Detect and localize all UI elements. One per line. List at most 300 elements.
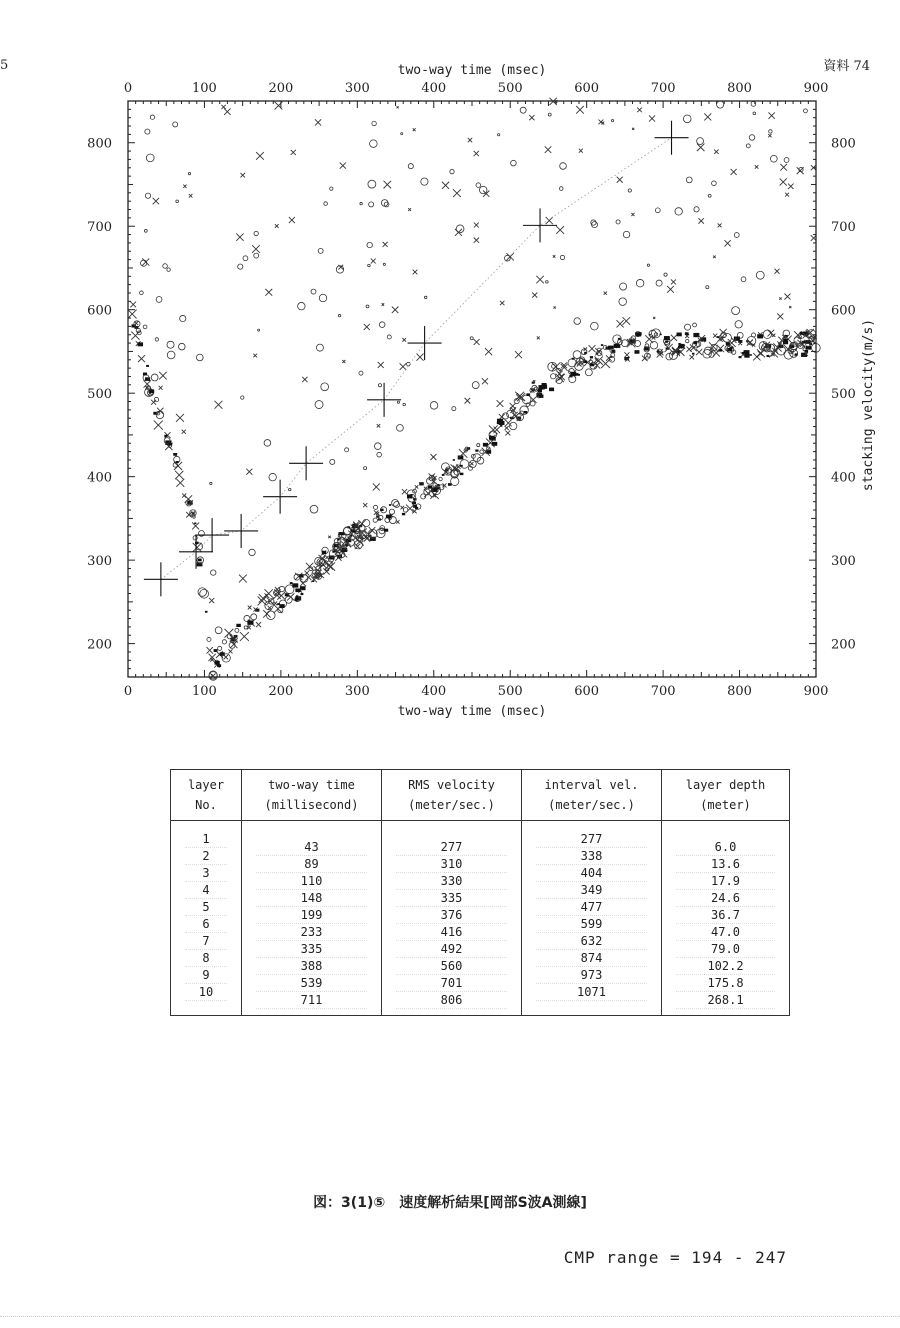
table-cell: 89 bbox=[256, 856, 367, 873]
semblance-circle bbox=[511, 160, 517, 166]
semblance-dot bbox=[143, 373, 147, 376]
semblance-cross bbox=[371, 259, 376, 264]
semblance-circle bbox=[289, 488, 291, 490]
semblance-circle bbox=[389, 509, 394, 514]
semblance-dot bbox=[750, 354, 752, 356]
semblance-cross bbox=[465, 398, 471, 404]
semblance-cross bbox=[430, 454, 436, 460]
velocity-pick bbox=[195, 518, 229, 552]
semblance-circle bbox=[476, 183, 481, 188]
semblance-circle bbox=[264, 440, 271, 447]
semblance-dot bbox=[322, 551, 326, 554]
x-tick-label-top: 400 bbox=[421, 81, 447, 96]
header-line: No. bbox=[195, 798, 217, 812]
semblance-dot bbox=[407, 494, 413, 498]
semblance-dot bbox=[290, 582, 293, 584]
semblance-dot bbox=[337, 539, 340, 541]
table-cell: 24.6 bbox=[676, 890, 775, 907]
semblance-cross bbox=[256, 152, 264, 160]
semblance-dot bbox=[146, 365, 149, 367]
semblance-cross bbox=[779, 297, 781, 299]
semblance-cross bbox=[246, 469, 252, 475]
semblance-circle bbox=[310, 505, 318, 513]
semblance-cross bbox=[617, 320, 624, 327]
semblance-circle bbox=[367, 242, 372, 247]
semblance-circle bbox=[530, 401, 535, 406]
semblance-cross bbox=[474, 339, 480, 345]
semblance-dot bbox=[198, 559, 202, 562]
semblance-circle bbox=[362, 519, 369, 526]
semblance-cross bbox=[482, 378, 488, 384]
semblance-circle bbox=[315, 401, 323, 409]
x-tick-label-bottom: 200 bbox=[268, 684, 294, 699]
semblance-circle bbox=[397, 425, 404, 432]
semblance-cross bbox=[256, 622, 261, 627]
table-cell: 349 bbox=[536, 882, 647, 899]
semblance-circle bbox=[254, 231, 258, 235]
semblance-cross bbox=[248, 606, 252, 610]
semblance-circle bbox=[244, 626, 247, 629]
table-cell: 47.0 bbox=[676, 924, 775, 941]
table-cell: 416 bbox=[396, 924, 507, 941]
semblance-dot bbox=[657, 351, 660, 353]
semblance-circle bbox=[330, 459, 335, 464]
semblance-circle bbox=[383, 263, 385, 265]
semblance-circle bbox=[560, 163, 567, 170]
semblance-circle bbox=[211, 570, 216, 575]
semblance-dot bbox=[757, 334, 763, 338]
semblance-cross bbox=[228, 649, 232, 653]
x-tick-label-bottom: 0 bbox=[123, 684, 133, 699]
semblance-cross bbox=[300, 580, 306, 586]
semblance-cross bbox=[304, 571, 309, 576]
semblance-cross bbox=[151, 400, 156, 405]
semblance-cross bbox=[236, 233, 243, 240]
semblance-dot bbox=[453, 459, 455, 461]
semblance-cross bbox=[424, 489, 432, 497]
x-tick-label-bottom: 500 bbox=[497, 684, 523, 699]
semblance-cross bbox=[176, 414, 184, 422]
semblance-circle bbox=[360, 202, 362, 204]
semblance-cross bbox=[718, 223, 722, 227]
header-line: RMS velocity bbox=[408, 778, 495, 792]
semblance-circle bbox=[368, 180, 376, 188]
semblance-dot bbox=[526, 393, 530, 396]
semblance-cross bbox=[556, 371, 562, 377]
semblance-dot bbox=[805, 350, 809, 353]
semblance-circle bbox=[708, 194, 711, 197]
semblance-circle bbox=[401, 133, 403, 135]
semblance-cross bbox=[731, 169, 737, 175]
table-cell: 560 bbox=[396, 958, 507, 975]
semblance-cross bbox=[497, 400, 504, 407]
semblance-circle bbox=[392, 499, 399, 506]
table-cell: 6.0 bbox=[676, 839, 775, 856]
semblance-dot bbox=[634, 350, 639, 354]
semblance-cross bbox=[474, 223, 479, 228]
semblance-circle bbox=[163, 264, 168, 269]
semblance-cross bbox=[789, 306, 791, 308]
header-layer-depth bbox=[662, 770, 790, 821]
semblance-cross bbox=[182, 430, 186, 434]
semblance-circle bbox=[209, 671, 217, 679]
semblance-dot bbox=[692, 353, 695, 355]
semblance-cross bbox=[182, 493, 186, 497]
semblance-circle bbox=[650, 341, 658, 349]
semblance-circle bbox=[241, 396, 244, 399]
page-number: 5 bbox=[0, 58, 9, 73]
table-body-row bbox=[171, 821, 790, 1016]
semblance-dot bbox=[279, 604, 284, 608]
table-cell: 7 bbox=[185, 933, 227, 950]
table-cell: 148 bbox=[256, 890, 367, 907]
semblance-circle bbox=[387, 335, 391, 339]
semblance-cross bbox=[413, 270, 418, 275]
header-rms-velocity bbox=[382, 770, 522, 821]
table-cell: 6 bbox=[185, 916, 227, 933]
semblance-scatter-layer bbox=[128, 98, 820, 680]
semblance-circle bbox=[366, 305, 369, 308]
table-cell: 36.7 bbox=[676, 907, 775, 924]
semblance-cross bbox=[505, 431, 510, 436]
semblance-circle bbox=[770, 155, 777, 162]
semblance-cross bbox=[624, 352, 629, 357]
semblance-dot bbox=[194, 523, 196, 525]
semblance-cross bbox=[383, 242, 388, 247]
semblance-dot bbox=[415, 507, 418, 509]
table-cell: 3 bbox=[185, 865, 227, 882]
y-tick-label-left: 800 bbox=[87, 136, 112, 152]
layer-summary-table bbox=[170, 769, 790, 1016]
semblance-dot bbox=[590, 363, 594, 366]
semblance-cross bbox=[671, 335, 677, 341]
semblance-cross bbox=[637, 108, 642, 113]
semblance-cross bbox=[363, 503, 367, 507]
x-tick-label-bottom: 700 bbox=[650, 684, 676, 699]
semblance-circle bbox=[452, 407, 456, 411]
semblance-circle bbox=[210, 482, 212, 484]
semblance-circle bbox=[548, 113, 551, 116]
y-tick-label-left: 600 bbox=[87, 303, 112, 319]
semblance-circle bbox=[784, 158, 789, 163]
semblance-circle bbox=[619, 298, 627, 306]
semblance-cross bbox=[713, 256, 716, 259]
semblance-circle bbox=[694, 207, 699, 212]
semblance-circle bbox=[373, 518, 377, 522]
semblance-cross bbox=[183, 185, 186, 188]
table-cell: 268.1 bbox=[676, 992, 775, 1009]
semblance-circle bbox=[143, 325, 147, 329]
semblance-circle bbox=[196, 354, 203, 361]
header-line: two-way time bbox=[268, 778, 355, 792]
semblance-dot bbox=[730, 347, 733, 349]
table-cell: 277 bbox=[396, 839, 507, 856]
semblance-cross bbox=[342, 360, 345, 363]
semblance-circle bbox=[706, 286, 709, 289]
semblance-circle bbox=[450, 169, 454, 173]
semblance-circle bbox=[559, 187, 563, 191]
semblance-circle bbox=[439, 477, 442, 480]
semblance-cross bbox=[500, 301, 504, 305]
semblance-cross bbox=[176, 479, 184, 487]
semblance-cross bbox=[373, 483, 380, 490]
semblance-cross bbox=[714, 150, 718, 154]
semblance-circle bbox=[685, 324, 691, 330]
table-cell: 539 bbox=[256, 975, 367, 992]
semblance-circle bbox=[151, 374, 158, 381]
semblance-cross bbox=[442, 182, 449, 189]
semblance-cross bbox=[326, 556, 329, 559]
table-cell: 376 bbox=[396, 907, 507, 924]
semblance-circle bbox=[717, 101, 724, 108]
table-cell: 199 bbox=[256, 907, 367, 924]
semblance-circle bbox=[620, 283, 627, 290]
semblance-circle bbox=[155, 338, 158, 341]
table-cell: 874 bbox=[536, 950, 647, 967]
semblance-cross bbox=[415, 485, 419, 489]
semblance-dot bbox=[236, 624, 241, 627]
semblance-circle bbox=[364, 467, 367, 470]
semblance-dot bbox=[489, 436, 495, 440]
semblance-circle bbox=[218, 646, 222, 650]
semblance-cross bbox=[653, 317, 655, 319]
semblance-cross bbox=[239, 575, 247, 583]
semblance-circle bbox=[575, 362, 584, 371]
velocity-pick bbox=[289, 446, 323, 480]
header-line: layer depth bbox=[685, 778, 766, 792]
semblance-circle bbox=[803, 109, 807, 113]
semblance-cross bbox=[649, 115, 655, 121]
semblance-dot bbox=[590, 356, 593, 358]
semblance-cross bbox=[599, 120, 604, 125]
semblance-dot bbox=[384, 529, 388, 532]
table-cell: 632 bbox=[536, 933, 647, 950]
semblance-circle bbox=[693, 323, 697, 327]
semblance-circle bbox=[215, 627, 222, 634]
header-layer-no bbox=[171, 770, 242, 821]
semblance-cross bbox=[536, 276, 543, 283]
header-line: (meter) bbox=[700, 798, 751, 812]
table-cell: 233 bbox=[256, 924, 367, 941]
semblance-circle bbox=[732, 307, 740, 315]
semblance-cross bbox=[704, 113, 711, 120]
table-cell: 1071 bbox=[536, 984, 647, 1001]
semblance-circle bbox=[167, 351, 175, 359]
semblance-cross bbox=[374, 510, 378, 514]
semblance-circle bbox=[222, 640, 226, 644]
semblance-dot bbox=[295, 588, 300, 592]
table-cell: 973 bbox=[536, 967, 647, 984]
y-tick-label-right: 300 bbox=[831, 554, 856, 570]
semblance-cross bbox=[632, 128, 634, 130]
x-tick-label-top: 600 bbox=[574, 81, 600, 96]
table-cell: 492 bbox=[396, 941, 507, 958]
semblance-dot bbox=[572, 358, 575, 360]
semblance-circle bbox=[377, 452, 382, 457]
semblance-cross bbox=[667, 286, 674, 293]
semblance-cross bbox=[556, 226, 564, 234]
semblance-dot bbox=[296, 595, 298, 597]
semblance-circle bbox=[200, 589, 209, 598]
semblance-cross bbox=[153, 198, 159, 204]
semblance-dot bbox=[205, 611, 208, 613]
semblance-cross bbox=[780, 178, 787, 185]
semblance-circle bbox=[769, 130, 772, 133]
semblance-cross bbox=[138, 355, 145, 362]
semblance-circle bbox=[141, 260, 147, 266]
semblance-cross bbox=[617, 177, 623, 183]
semblance-circle bbox=[655, 208, 660, 213]
header-line: (millisecond) bbox=[264, 798, 359, 812]
semblance-cross bbox=[186, 512, 191, 517]
y-axis-title-right: stacking velocity(m/s) bbox=[861, 318, 876, 492]
x-tick-label-top: 200 bbox=[268, 81, 294, 96]
semblance-cross bbox=[402, 338, 406, 342]
semblance-circle bbox=[315, 557, 323, 565]
x-tick-label-top: 700 bbox=[650, 81, 676, 96]
table-header-row bbox=[171, 770, 790, 821]
semblance-circle bbox=[384, 202, 389, 207]
x-axis-title-bottom: two-way time (msec) bbox=[397, 704, 547, 719]
semblance-cross bbox=[287, 593, 294, 600]
table-cell: 8 bbox=[185, 950, 227, 967]
semblance-circle bbox=[258, 329, 260, 331]
semblance-circle bbox=[370, 140, 378, 148]
semblance-dot bbox=[292, 583, 298, 587]
semblance-cross bbox=[193, 543, 202, 552]
semblance-circle bbox=[193, 536, 197, 540]
page-bottom-rule bbox=[0, 1316, 900, 1317]
semblance-circle bbox=[623, 231, 630, 238]
semblance-circle bbox=[324, 202, 328, 206]
semblance-circle bbox=[611, 120, 613, 122]
table-cell: 806 bbox=[396, 992, 507, 1009]
semblance-cross bbox=[207, 647, 213, 653]
semblance-cross bbox=[713, 334, 717, 338]
semblance-cross bbox=[604, 292, 607, 295]
semblance-circle bbox=[636, 279, 644, 287]
semblance-cross bbox=[768, 112, 774, 118]
rms-velocity-column bbox=[382, 831, 521, 1009]
semblance-cross bbox=[159, 386, 163, 390]
y-tick-label-right: 600 bbox=[831, 303, 856, 319]
semblance-circle bbox=[697, 138, 704, 145]
semblance-cross bbox=[224, 108, 231, 115]
semblance-dot bbox=[386, 515, 391, 519]
semblance-cross bbox=[142, 258, 149, 265]
semblance-cross bbox=[724, 240, 730, 246]
semblance-cross bbox=[291, 150, 296, 155]
x-tick-label-bottom: 600 bbox=[574, 684, 600, 699]
semblance-dot bbox=[475, 449, 478, 451]
semblance-dot bbox=[539, 385, 545, 389]
semblance-circle bbox=[735, 321, 742, 328]
semblance-circle bbox=[235, 628, 239, 632]
semblance-circle bbox=[407, 362, 411, 366]
semblance-cross bbox=[240, 632, 249, 641]
semblance-circle bbox=[480, 450, 484, 454]
semblance-cross bbox=[384, 181, 392, 189]
semblance-dot bbox=[173, 453, 177, 456]
semblance-dot bbox=[601, 344, 603, 346]
semblance-cross bbox=[400, 363, 407, 370]
interval-vel-column bbox=[522, 831, 661, 1001]
semblance-cross bbox=[382, 303, 385, 306]
table-cell: 79.0 bbox=[676, 941, 775, 958]
semblance-cross bbox=[396, 520, 399, 523]
semblance-dot bbox=[739, 356, 742, 358]
semblance-cross bbox=[130, 302, 136, 308]
semblance-cross bbox=[328, 536, 331, 539]
semblance-cross bbox=[755, 165, 759, 169]
semblance-dot bbox=[402, 513, 405, 515]
semblance-cross bbox=[687, 347, 692, 352]
semblance-dot bbox=[500, 425, 502, 427]
semblance-circle bbox=[479, 186, 487, 194]
semblance-circle bbox=[470, 337, 473, 340]
semblance-circle bbox=[338, 314, 340, 316]
semblance-circle bbox=[403, 403, 405, 405]
semblance-circle bbox=[198, 588, 207, 597]
y-tick-label-right: 200 bbox=[831, 637, 856, 653]
semblance-circle bbox=[560, 255, 564, 259]
semblance-circle bbox=[243, 256, 248, 261]
semblance-circle bbox=[585, 369, 592, 376]
table-cell: 5 bbox=[185, 899, 227, 916]
semblance-circle bbox=[180, 315, 186, 321]
semblance-circle bbox=[616, 220, 620, 224]
two-way-time-column bbox=[242, 831, 381, 1009]
semblance-circle bbox=[546, 281, 549, 284]
semblance-cross bbox=[377, 424, 380, 427]
semblance-circle bbox=[763, 330, 771, 338]
semblance-dot bbox=[499, 421, 505, 425]
semblance-cross bbox=[545, 146, 552, 153]
semblance-dot bbox=[428, 485, 433, 488]
semblance-cross bbox=[631, 213, 634, 216]
semblance-circle bbox=[746, 144, 750, 148]
table-cell: 2 bbox=[185, 848, 227, 865]
semblance-cross bbox=[175, 471, 183, 479]
semblance-cross bbox=[698, 218, 703, 223]
semblance-circle bbox=[368, 264, 371, 267]
semblance-cross bbox=[537, 336, 540, 339]
layer-no-column bbox=[171, 831, 241, 1001]
semblance-cross bbox=[221, 105, 225, 109]
x-tick-label-bottom: 800 bbox=[727, 684, 752, 699]
velocity-pick bbox=[144, 562, 178, 596]
semblance-cross bbox=[453, 189, 461, 197]
semblance-circle bbox=[591, 322, 599, 330]
semblance-circle bbox=[266, 611, 275, 620]
table-cell: 388 bbox=[256, 958, 367, 975]
y-tick-label-right: 700 bbox=[831, 220, 856, 236]
x-tick-label-top: 900 bbox=[803, 81, 829, 96]
semblance-cross bbox=[408, 208, 411, 211]
x-tick-label-bottom: 100 bbox=[192, 684, 217, 699]
semblance-cross bbox=[289, 217, 295, 223]
semblance-circle bbox=[145, 193, 150, 198]
semblance-circle bbox=[345, 448, 349, 452]
semblance-circle bbox=[251, 614, 257, 620]
semblance-cross bbox=[470, 462, 473, 465]
semblance-dot bbox=[138, 342, 143, 346]
semblance-cross bbox=[579, 149, 583, 153]
semblance-cross bbox=[277, 592, 285, 600]
semblance-cross bbox=[252, 245, 260, 253]
semblance-cross bbox=[340, 163, 346, 169]
semblance-circle bbox=[394, 501, 400, 507]
